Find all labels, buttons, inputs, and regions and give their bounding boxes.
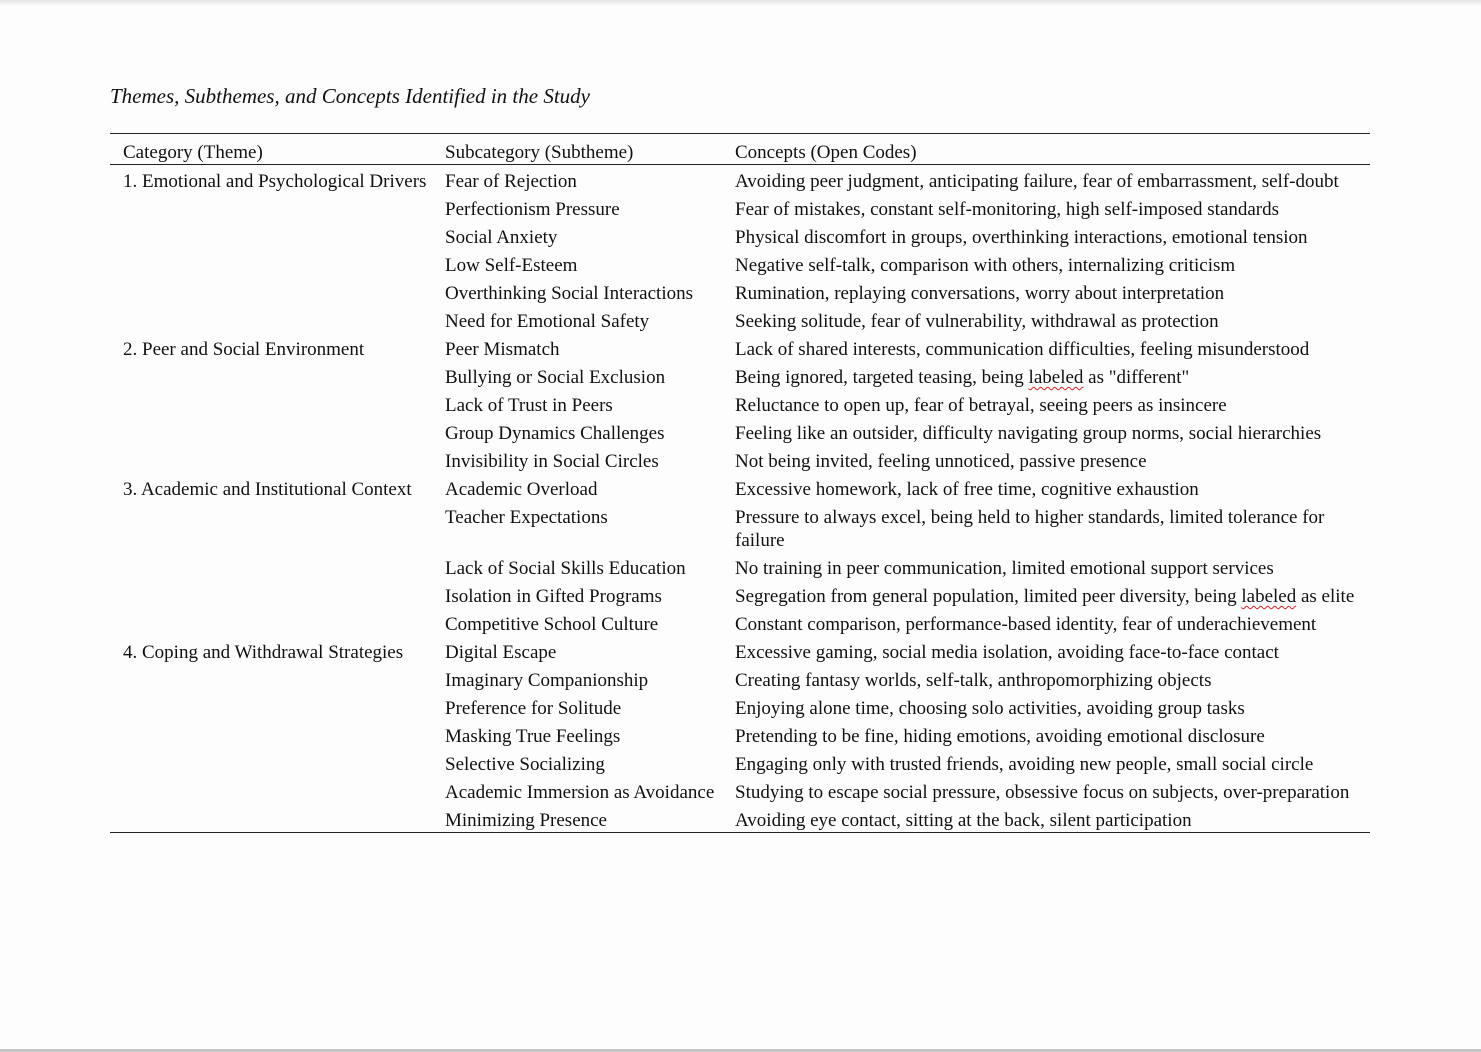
table-header-row	[110, 134, 1370, 165]
subcategory-cell: Minimizing Presence	[432, 804, 727, 833]
category-cell	[110, 748, 432, 776]
table-row	[110, 692, 1370, 720]
concepts-cell: Pressure to always excel, being held to higher standards, limited tolerance for failure	[735, 507, 1325, 551]
concepts-cell: Being ignored, targeted teasing, being labeled as "different"	[735, 367, 1190, 388]
concepts-cell: Fear of mistakes, constant self-monitoring, high self-imposed standards	[735, 199, 1280, 220]
table-row	[110, 445, 1370, 473]
concepts-cell: Segregation from general population, limited peer diversity, being labeled as elite	[735, 586, 1355, 607]
table-row	[110, 720, 1370, 748]
category-cell	[110, 580, 432, 608]
concepts-cell: Creating fantasy worlds, self-talk, anthropomorphizing objects	[735, 670, 1212, 691]
category-cell	[110, 445, 432, 473]
category-cell	[110, 664, 432, 692]
concepts-cell: No training in peer communication, limited emotional support services	[735, 558, 1274, 579]
table-row	[110, 473, 1370, 501]
table-row	[110, 333, 1370, 361]
concepts-cell: Enjoying alone time, choosing solo activities, avoiding group tasks	[735, 698, 1245, 719]
subcategory-cell: Selective Socializing	[445, 754, 605, 775]
table-row	[110, 361, 1370, 389]
table-row	[110, 608, 1370, 636]
subcategory-cell: Masking True Feelings	[445, 726, 621, 747]
table-row	[110, 249, 1370, 277]
subcategory-cell: Digital Escape	[445, 642, 557, 663]
table-row	[110, 389, 1370, 417]
table-row	[110, 636, 1370, 664]
category-cell	[110, 417, 432, 445]
category-cell	[110, 389, 432, 417]
category-cell	[110, 692, 432, 720]
category-cell	[110, 720, 432, 748]
subcategory-cell: Need for Emotional Safety	[445, 311, 650, 332]
concepts-cell: Avoiding eye contact, sitting at the back, silent participation	[727, 804, 1370, 833]
table-row	[110, 417, 1370, 445]
table-row	[110, 305, 1370, 333]
category-cell	[110, 552, 432, 580]
concepts-cell: Negative self-talk, comparison with others, internalizing criticism	[735, 255, 1236, 276]
category-cell	[110, 221, 432, 249]
themes-table	[110, 133, 1370, 833]
subcategory-cell: Bullying or Social Exclusion	[445, 367, 666, 388]
category-cell	[110, 277, 432, 305]
category-cell: 4. Coping and Withdrawal Strategies	[123, 642, 404, 663]
concepts-cell: Reluctance to open up, fear of betrayal, seeing peers as insincere	[735, 395, 1227, 416]
table-row	[110, 165, 1370, 194]
table-body	[110, 165, 1370, 833]
category-cell: 2. Peer and Social Environment	[123, 339, 365, 360]
subcategory-cell: Imaginary Companionship	[445, 670, 649, 691]
concepts-cell: Constant comparison, performance-based identity, fear of underachievement	[735, 614, 1317, 635]
concepts-cell: Pretending to be fine, hiding emotions, avoiding emotional disclosure	[735, 726, 1265, 747]
subcategory-cell: Overthinking Social Interactions	[445, 283, 693, 304]
category-cell	[110, 305, 432, 333]
subcategory-cell: Competitive School Culture	[445, 614, 659, 635]
header-subcategory: Subcategory (Subtheme)	[432, 134, 727, 165]
table-row	[110, 748, 1370, 776]
category-cell	[110, 608, 432, 636]
table-row	[110, 664, 1370, 692]
category-cell	[110, 249, 432, 277]
concepts-cell: Physical discomfort in groups, overthinking interactions, emotional tension	[735, 227, 1308, 248]
table-row	[110, 552, 1370, 580]
subcategory-cell: Preference for Solitude	[445, 698, 622, 719]
table-row	[110, 193, 1370, 221]
subcategory-cell: Academic Overload	[445, 479, 598, 500]
concepts-cell: Studying to escape social pressure, obsessive focus on subjects, over-preparation	[735, 782, 1350, 803]
concepts-cell: Lack of shared interests, communication difficulties, feeling misunderstood	[735, 339, 1310, 360]
concepts-cell: Engaging only with trusted friends, avoiding new people, small social circle	[735, 754, 1314, 775]
table-row	[110, 277, 1370, 305]
concepts-cell: Feeling like an outsider, difficulty navigating group norms, social hierarchies	[735, 423, 1322, 444]
subcategory-cell: Invisibility in Social Circles	[445, 451, 659, 472]
spellcheck-flagged-word[interactable]: labeled	[1241, 586, 1297, 607]
category-cell: 1. Emotional and Psychological Drivers	[123, 171, 427, 192]
concepts-cell: Avoiding peer judgment, anticipating failure, fear of embarrassment, self-doubt	[735, 171, 1339, 192]
subcategory-cell: Academic Immersion as Avoidance	[445, 782, 715, 803]
subcategory-cell: Teacher Expectations	[445, 507, 608, 528]
table-row	[110, 804, 1370, 833]
category-cell: 3. Academic and Institutional Context	[123, 479, 412, 500]
page-top-shadow	[0, 0, 1481, 6]
category-cell	[110, 193, 432, 221]
subcategory-cell: Fear of Rejection	[445, 171, 577, 192]
concepts-cell: Seeking solitude, fear of vulnerability, withdrawal as protection	[735, 311, 1219, 332]
subcategory-cell: Lack of Trust in Peers	[445, 395, 613, 416]
concepts-cell: Rumination, replaying conversations, worry about interpretation	[735, 283, 1225, 304]
table-row	[110, 580, 1370, 608]
subcategory-cell: Lack of Social Skills Education	[445, 558, 686, 579]
concepts-cell: Excessive gaming, social media isolation, avoiding face-to-face contact	[735, 642, 1279, 663]
concepts-cell: Excessive homework, lack of free time, cognitive exhaustion	[735, 479, 1199, 500]
subcategory-cell: Perfectionism Pressure	[445, 199, 620, 220]
subcategory-cell: Peer Mismatch	[445, 339, 560, 360]
category-cell	[110, 804, 432, 833]
category-cell	[110, 501, 432, 552]
table-caption: Themes, Subthemes, and Concepts Identified in the Study	[110, 84, 590, 108]
header-category: Category (Theme)	[110, 134, 432, 165]
header-concepts: Concepts (Open Codes)	[727, 134, 1370, 165]
table-row	[110, 776, 1370, 804]
category-cell	[110, 776, 432, 804]
spellcheck-flagged-word[interactable]: labeled	[1028, 367, 1084, 388]
concepts-cell: Not being invited, feeling unnoticed, passive presence	[735, 451, 1147, 472]
table-row	[110, 221, 1370, 249]
subcategory-cell: Low Self-Esteem	[445, 255, 578, 276]
table-row	[110, 501, 1370, 552]
subcategory-cell: Group Dynamics Challenges	[445, 423, 665, 444]
subcategory-cell: Isolation in Gifted Programs	[445, 586, 662, 607]
category-cell	[110, 361, 432, 389]
subcategory-cell: Social Anxiety	[445, 227, 558, 248]
